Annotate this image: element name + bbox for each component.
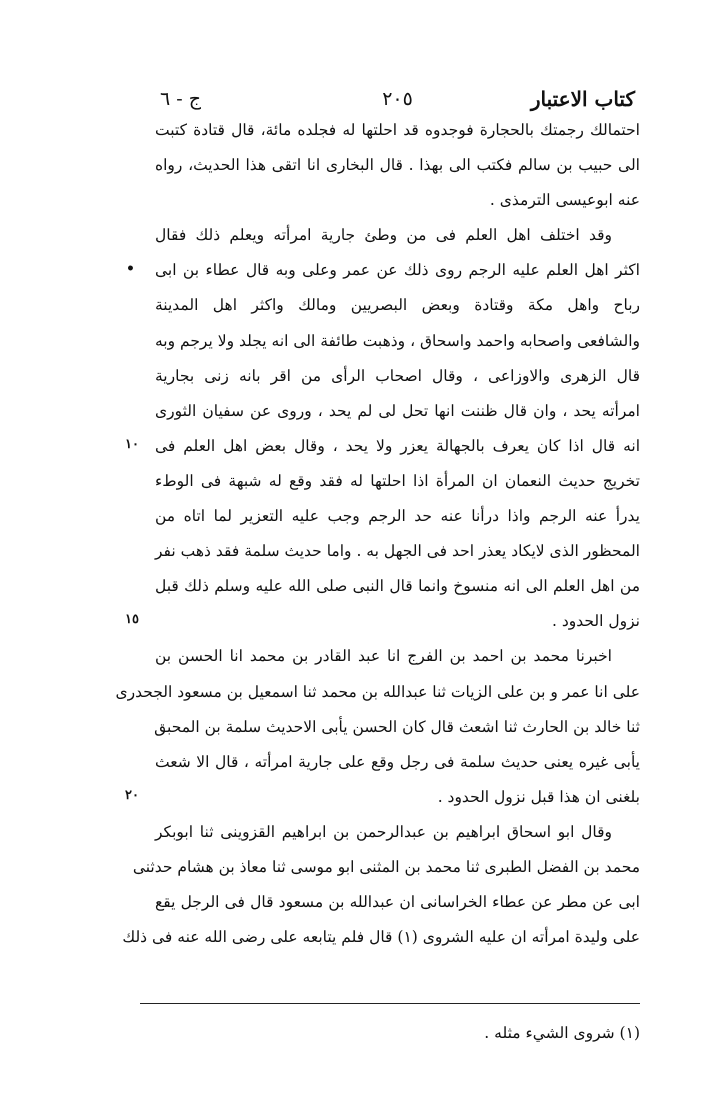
text-line: ثنا خالد بن الحارث ثنا اشعث قال كان الحسن يأبى الاحديث سلمة بن المحبق [154,717,640,736]
book-title: كتاب الاعتبار [530,87,635,111]
text-line: اكثر اهل العلم عليه الرجم روى ذلك عن عمر وعلى وبه قال عطاء بن ابى [155,261,640,280]
text-line: من اهل العلم الى انه منسوخ وانما قال النبى صلى الله عليه وسلم ذلك قبل [155,577,640,596]
text-line: يأبى غيره يعنى حديث سلمة فى رجل وقع على جارية امرأته ، قال الا شعث [155,752,640,771]
text-line: نزول الحدود . [552,612,640,631]
text-line: عنه ابوعيسى الترمذى . [489,191,640,210]
margin-bullet: • [126,261,135,278]
text-line: وقال ابو اسحاق ابراهيم بن عبدالرحمن بن ابراهيم القزوينى ثنا ابوبكر [155,822,612,841]
text-line: رباح واهل مكة وقتادة وبعض البصريين ومالك واكثر اهل المدينة [155,296,640,315]
text-line: تخريج حديث النعمان ان المرأة اذا احلتها له فقد وقع له شبهة فى الوطء [155,471,640,490]
text-line: يدرأ عنه الرجم واذا درأنا عنه حد الرجم وجب عليه التعزير لما اتاه من [155,507,640,526]
running-header [160,82,635,116]
text-line: احتمالك رجمتك بالحجارة فوجدوه قد احلتها له فجلده مائة، قال قتادة كتبت [155,121,640,139]
footnote-divider [140,1003,640,1004]
margin-line-number: ١٠ [125,436,139,452]
text-line: على وليدة امرأته ان عليه الشروى (١) قال فلم يتابعه على رضى الله عنه فى ذلك [122,928,640,947]
footnote: (١) شروى الشيء مثله . [484,1024,640,1042]
text-line: وقد اختلف اهل العلم فى من وطئ جارية امرأته ويعلم ذلك فقال [155,226,612,245]
text-line: انه قال اذا كان يعرف بالجهالة يعزر ولا يحد ، وقال بعض اهل العلم فى [155,436,640,455]
margin-line-number: ١٥ [125,612,139,628]
text-line: قال الزهرى والاوزاعى ، وقال اصحاب الرأى من اقر بانه زنى بجارية [155,366,640,385]
text-line: بلغنى ان هذا قبل نزول الحدود . [437,787,640,806]
text-line: على انا عمر و بن على الزيات ثنا عبدالله بن محمد ثنا اسمعيل بن مسعود الجحدرى [115,682,640,701]
text-line: المحظور الذى لايكاد يعذر احد فى الجهل به . واما حديث سلمة فقد ذهب نفر [155,542,640,561]
text-line: ابى عن مطر عن عطاء الخراسانى ان عبدالله بن مسعود قال فى الرجل يقع [155,893,640,912]
text-line: محمد بن الفضل الطبرى ثنا محمد بن المثنى ابو موسى ثنا معاذ بن هشام حدثنى [132,857,640,876]
text-line: والشافعى واصحابه واحمد واسحاق ، وذهبت طائفة الى انه يجلد ولا يرجم وبه [155,331,640,350]
margin-line-number: ٢٠ [125,787,139,803]
volume-label: ج - ٦ [160,88,201,110]
page-number: ٢٠٥ [382,88,413,110]
text-line: امرأته يحد ، وان قال ظننت انها تحل لى لم يحد ، وروى عن سفيان الثورى [155,401,640,420]
text-line: الى حبيب بن سالم فكتب الى بهذا . قال البخارى انا اتقى هذا الحديث، رواه [155,156,640,175]
text-line: اخبرنا محمد بن احمد بن الفرج انا عبد القادر بن محمد انا الحسن بن [155,647,612,666]
